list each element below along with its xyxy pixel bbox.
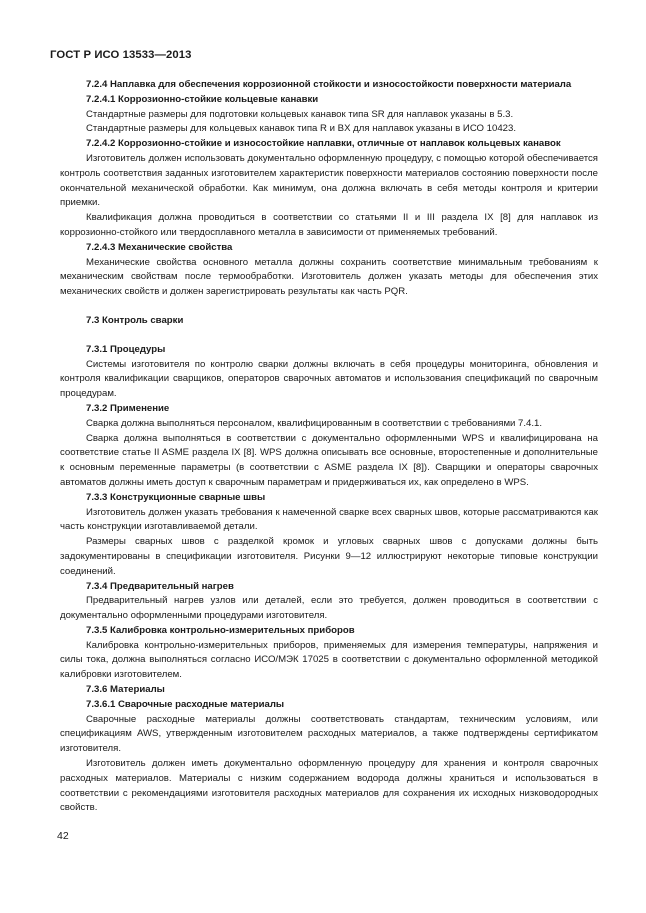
document-header: ГОСТ Р ИСО 13533—2013 — [50, 49, 192, 61]
page-number: 42 — [57, 830, 69, 842]
section-heading: 7.3.2 Применение — [86, 402, 170, 414]
body-paragraph: Механические свойства основного металла должны сохранить соответствие минимальным требованиям к механическим свойствам после термообработки. Изготовитель должен указать методы для обеспечения этих механических свойств и должен зарегистрировать результаты как часть PQR. — [60, 256, 598, 298]
body-paragraph: Предварительный нагрев узлов или деталей, если это требуется, должен проводиться в соответствии с документально оформленными процедурами изготовителя. — [60, 595, 598, 622]
document-body — [60, 78, 598, 816]
section-heading: 7.3.6 Материалы — [86, 684, 165, 696]
section-heading: 7.2.4.2 Коррозионно-стойкие и износостойкие наплавки, отличные от наплавок кольцевых канавок — [86, 138, 561, 150]
section-heading: 7.3.4 Предварительный нагрев — [86, 580, 234, 592]
body-paragraph: Размеры сварных швов с разделкой кромок и угловых сварных швов с допусками должны быть задокументированы в спецификации изготовителя. Рисунки 9—12 иллюстрируют некоторые типовые конструкции соединений. — [60, 536, 598, 577]
section-heading: 7.3 Контроль сварки — [86, 314, 184, 326]
body-paragraph: Системы изготовителя по контролю сварки должны включать в себя процедуры мониторинга, обновления и контроля квалификации сварщиков, операторов сварочных автоматов и использования спецификаций по сварочным процедурам. — [60, 358, 598, 400]
body-paragraph: Сварка должна выполняться в соответствии с документально оформленными WPS и квалифицирована на соответствие статье II ASME раздела IX [8]. WPS должна описывать все основные, второстепенные и дополнительные к основным переменные параметры (в соответствии с ASME раздела IX [8]). Сварщики и операторы сварочных автоматов должны иметь доступ к сварочным параметрам и придерживаться их, как определено в WPS. — [60, 432, 598, 488]
section-heading: 7.3.3 Конструкционные сварные швы — [86, 491, 266, 503]
section-heading: 7.3.5 Калибровка контрольно-измерительных приборов — [86, 624, 355, 636]
body-paragraph: Квалификация должна проводиться в соответствии со статьями II и III раздела IX [8] для наплавок из коррозионно-стойкого или твердосплавного металла в зависимости от применяемых требований. — [60, 212, 598, 238]
section-heading: 7.3.6.1 Сварочные расходные материалы — [86, 698, 285, 710]
section-heading: 7.3.1 Процедуры — [86, 343, 166, 355]
body-paragraph: Стандартные размеры для кольцевых канавок типа R и BX для наплавок указаны в ИСО 10423. — [86, 123, 517, 135]
body-paragraph: Изготовитель должен указать требования к намеченной сварке всех сварных швов, которые рассматриваются как часть конструкции изготавливаемой детали. — [60, 506, 598, 533]
body-paragraph: Калибровка контрольно-измерительных приборов, применяемых для измерения температуры, напряжения и силы тока, должна выполняться согласно ИСО/МЭК 17025 в соответствии с документально оформленной методикой калибровки изготовителем. — [60, 639, 598, 681]
body-paragraph: Сварочные расходные материалы должны соответствовать стандартам, техническим условиям, или спецификациям AWS, утвержденным изготовителем расходных материалов, а также подтверждены сертификатом изготовителя. — [60, 713, 598, 755]
body-paragraph: Стандартные размеры для подготовки кольцевых канавок типа SR для наплавок указаны в 5.3. — [86, 108, 514, 120]
body-paragraph: Изготовитель должен иметь документально оформленную процедуру для хранения и контроля сварочных расходных материалов. Материалы с низким содержанием водорода должны храниться и использоваться в соответствии с рекомендациями изготовителя расходных материалов для сохранения их исходных низководородных свойств. — [60, 758, 598, 814]
section-heading: 7.2.4.3 Механические свойства — [86, 241, 233, 253]
section-heading: 7.2.4 Наплавка для обеспечения коррозионной стойкости и износостойкости поверхности материала — [86, 79, 572, 90]
section-heading: 7.2.4.1 Коррозионно-стойкие кольцевые канавки — [86, 93, 319, 105]
body-paragraph: Изготовитель должен использовать документально оформленную процедуру, с помощью которой обеспечивается контроль соответствия заданных изготовителем характеристик поверхности материалов состоянию поверхности после окончательной механической обработки. Как минимум, она должна включать в себя методы контроля и критерии приемки. — [60, 152, 598, 209]
body-paragraph: Сварка должна выполняться персоналом, квалифицированным в соответствии с требованиями 7.4.1. — [86, 417, 543, 429]
